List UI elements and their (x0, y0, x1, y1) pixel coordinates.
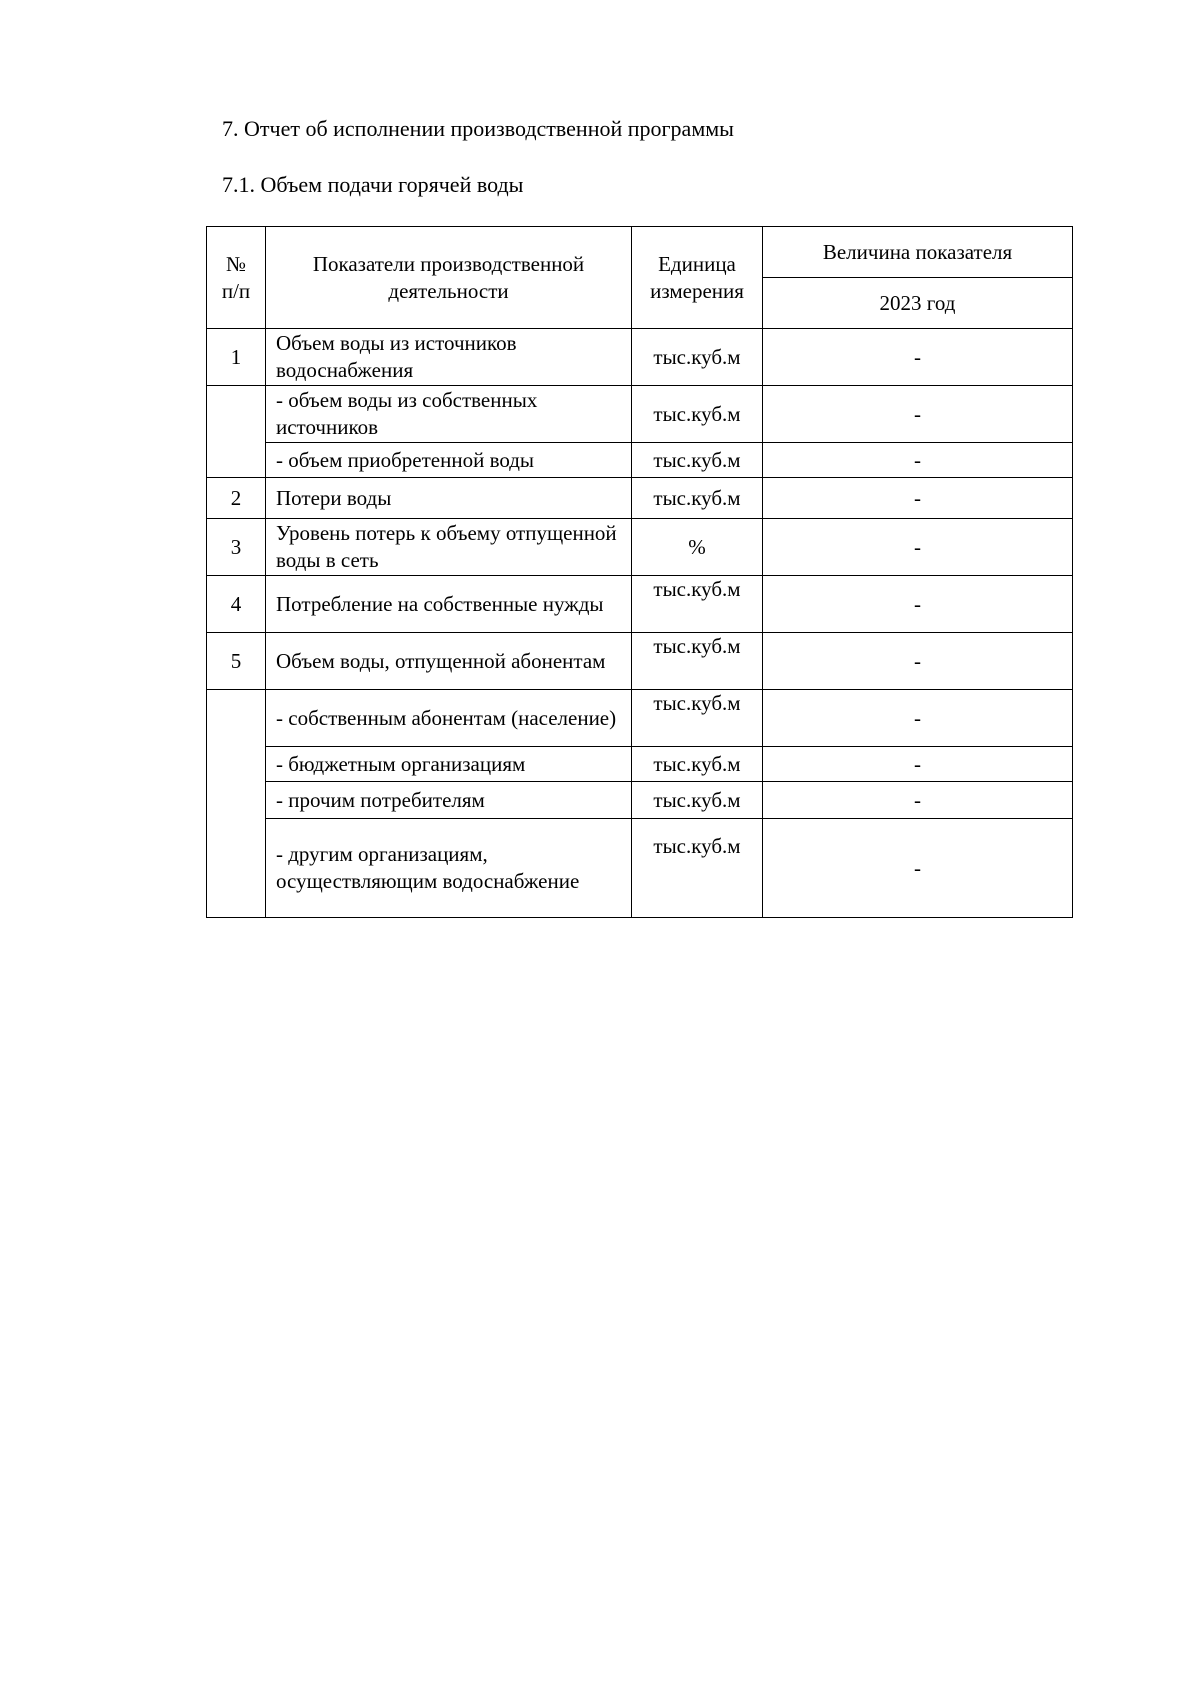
row-value: - (763, 690, 1073, 747)
table-row (207, 478, 1073, 519)
row-value: - (763, 819, 1073, 918)
row-value: - (763, 633, 1073, 690)
row-unit: тыс.куб.м (632, 443, 763, 478)
table-row (207, 690, 1073, 747)
table-row (207, 747, 1073, 782)
subsection-heading: 7.1. Объем подачи горячей воды (222, 172, 524, 197)
row-name: Потребление на собственные нужды (266, 576, 632, 633)
row-unit: тыс.куб.м (632, 576, 763, 633)
row-value: - (763, 747, 1073, 782)
row-unit: тыс.куб.м (632, 386, 763, 443)
row-num: 5 (207, 633, 266, 690)
row-unit: тыс.куб.м (632, 747, 763, 782)
row-value: - (763, 443, 1073, 478)
row-value: - (763, 519, 1073, 576)
row-unit: тыс.куб.м (632, 690, 763, 747)
table-header-row (207, 227, 1073, 278)
row-value: - (763, 576, 1073, 633)
production-program-table (206, 226, 1073, 918)
row-num: 1 (207, 329, 266, 386)
row-name: Объем воды, отпущенной абонентам (266, 633, 632, 690)
row-name: - другим организациям, осуществляющим водоснабжение (266, 819, 632, 918)
row-name: - прочим потребителям (266, 782, 632, 819)
row-name: Уровень потерь к объему отпущенной воды в сеть (266, 519, 632, 576)
table-row (207, 782, 1073, 819)
row-name: Потери воды (266, 478, 632, 519)
row-unit: тыс.куб.м (632, 819, 763, 918)
row-unit: тыс.куб.м (632, 633, 763, 690)
row-name: Объем воды из источников водоснабжения (266, 329, 632, 386)
table-row (207, 819, 1073, 918)
row-name: - собственным абонентам (население) (266, 690, 632, 747)
row-value: - (763, 329, 1073, 386)
table-row (207, 443, 1073, 478)
row-name: - бюджетным организациям (266, 747, 632, 782)
row-unit: тыс.куб.м (632, 478, 763, 519)
table-row (207, 519, 1073, 576)
row-name: - объем воды из собственных источников (266, 386, 632, 443)
row-num: 2 (207, 478, 266, 519)
table-row (207, 633, 1073, 690)
row-num: 4 (207, 576, 266, 633)
row-num: 3 (207, 519, 266, 576)
row-name: - объем приобретенной воды (266, 443, 632, 478)
row-num (207, 386, 266, 478)
row-value: - (763, 782, 1073, 819)
header-value: Величина показателя (763, 227, 1073, 278)
header-year: 2023 год (763, 278, 1073, 329)
row-num (207, 690, 266, 918)
table-row (207, 386, 1073, 443)
table-row (207, 329, 1073, 386)
row-value: - (763, 478, 1073, 519)
header-num: № п/п (207, 227, 266, 329)
table-row (207, 576, 1073, 633)
row-unit: тыс.куб.м (632, 782, 763, 819)
section-heading: 7. Отчет об исполнении производственной программы (222, 116, 734, 141)
row-value: - (763, 386, 1073, 443)
header-indicator: Показатели производственной деятельности (266, 227, 632, 329)
row-unit: тыс.куб.м (632, 329, 763, 386)
header-unit: Единица измерения (632, 227, 763, 329)
row-unit: % (632, 519, 763, 576)
